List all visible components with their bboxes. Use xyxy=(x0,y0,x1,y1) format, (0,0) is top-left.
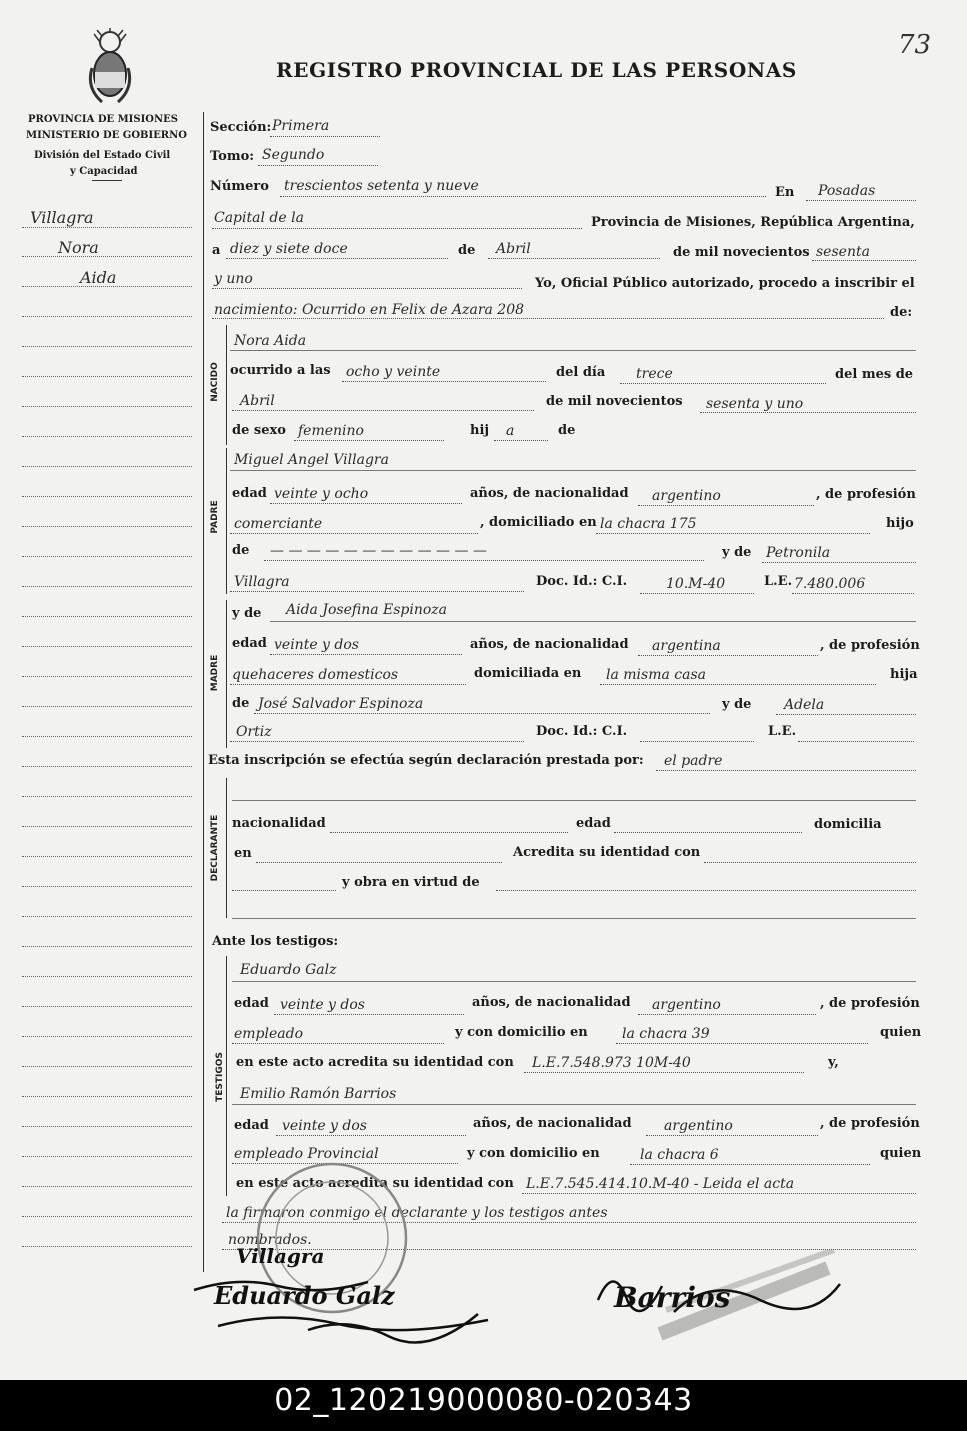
t1-nac-label: años, de nacionalidad xyxy=(472,995,631,1010)
declarante-side-label: DECLARANTE xyxy=(210,814,220,882)
madre-nombre-line xyxy=(270,621,916,622)
t1-dom-label: y con domicilio en xyxy=(455,1025,588,1040)
numero-value: trescientos setenta y nueve xyxy=(284,178,479,194)
folio-number: 73 xyxy=(898,30,932,60)
signature-villagra: Villagra xyxy=(236,1244,325,1268)
margin-name-2: Aida xyxy=(80,268,117,287)
padre-bracket xyxy=(226,448,227,594)
padre-nombre-line xyxy=(230,470,916,471)
madre-profesion: quehaceres domesticos xyxy=(232,667,399,683)
declarante-bracket xyxy=(226,778,227,918)
madre-madre-line xyxy=(776,714,916,715)
testigos-side-label: TESTIGOS xyxy=(215,1052,225,1102)
capital-line xyxy=(212,228,582,229)
ocurrido-label: ocurrido a las xyxy=(230,363,331,378)
madre-edad: veinte y dos xyxy=(274,637,359,653)
mes-line xyxy=(488,258,660,259)
t2-nac-line xyxy=(646,1135,818,1136)
testigo1-profesion: empleado xyxy=(234,1026,304,1042)
madre-dom-line xyxy=(600,684,876,685)
padre-madre-apellido: Villagra xyxy=(234,574,290,590)
madre-bracket xyxy=(226,600,227,748)
page-title: REGISTRO PROVINCIAL DE LAS PERSONAS xyxy=(276,58,797,82)
en-label: En xyxy=(775,185,795,200)
madre-doc-label: Doc. Id.: C.I. xyxy=(536,724,628,739)
nacido-bracket xyxy=(226,325,227,445)
anio-nac-value: sesenta y uno xyxy=(706,396,804,412)
testigo1-nombre: Eduardo Galz xyxy=(240,962,337,978)
testigo1-domicilio: la chacra 39 xyxy=(622,1026,710,1042)
nombre-line xyxy=(230,350,916,351)
padre-edad-line xyxy=(270,503,462,504)
de-mil-novecientos-label: de mil novecientos xyxy=(546,394,683,409)
madre-yde2-label: y de xyxy=(722,697,752,712)
padre-nombre: Miguel Angel Villagra xyxy=(234,452,389,468)
padre-edad-label: edad xyxy=(232,486,267,501)
madre-dom-label: domiciliada en xyxy=(474,666,582,681)
madre-le-line xyxy=(798,741,914,742)
testigo2-domicilio: la chacra 6 xyxy=(640,1147,719,1163)
t2-edad-line xyxy=(276,1135,466,1136)
coat-of-arms-icon xyxy=(84,28,136,108)
decl-acredita-line xyxy=(704,862,916,863)
padre-dom-label: , domiciliado en xyxy=(480,515,597,530)
padre-edad: veinte y ocho xyxy=(274,486,369,502)
t1-nac-line xyxy=(638,1014,816,1015)
margin-surname: Villagra xyxy=(30,208,94,227)
padre-yde-label: y de xyxy=(722,545,752,560)
tomo-label: Tomo: xyxy=(210,149,255,164)
padre-padre-line xyxy=(264,560,704,561)
decl-domicilia-label: domicilia xyxy=(814,817,882,832)
hijo-label: hijo xyxy=(886,516,914,531)
t1-dom-line xyxy=(616,1043,868,1044)
inscripcion-value: el padre xyxy=(664,753,723,769)
provincia-label: Provincia de Misiones, República Argentina, xyxy=(591,215,915,230)
testigo1-edad: veinte y dos xyxy=(280,997,365,1013)
padre-side-label: PADRE xyxy=(210,500,220,534)
padre-profesion: comerciante xyxy=(234,516,323,532)
margin-name-1: Nora xyxy=(58,238,99,257)
hora-value: ocho y veinte xyxy=(346,364,441,380)
sexo-line xyxy=(294,440,444,441)
signature-flourish-icon xyxy=(590,1256,850,1336)
madre-nac-line xyxy=(638,655,818,656)
testigo2-edad: veinte y dos xyxy=(282,1118,367,1134)
testigos-bracket xyxy=(226,956,227,1196)
testigo1-nacionalidad: argentino xyxy=(652,997,721,1013)
nacimiento-value: nacimiento: Ocurrido en Felix de Azara 208 xyxy=(214,302,525,318)
numero-label: Número xyxy=(210,179,269,194)
padre-padre: — — — — — — — — — — — — xyxy=(270,543,487,559)
t2-dom-line xyxy=(630,1164,870,1165)
t1-edad-label: edad xyxy=(234,996,269,1011)
padre-prof-label: , de profesión xyxy=(816,487,916,502)
madre-nacionalidad: argentina xyxy=(652,638,721,654)
padre-nac-line xyxy=(638,505,814,506)
org-division: División del Estado Civil xyxy=(34,150,171,161)
yo-label: Yo, Oficial Público autorizado, procedo a inscribir el xyxy=(535,276,915,291)
madre-nac-label: años, de nacionalidad xyxy=(470,637,629,652)
testigo2-nombre: Emilio Ramón Barrios xyxy=(240,1086,397,1102)
sexo-value: femenino xyxy=(298,423,364,439)
madre-prof-label: , de profesión xyxy=(820,638,920,653)
ciudad-value: Posadas xyxy=(818,183,876,199)
madre-prof-line xyxy=(230,684,466,685)
padre-le-label: L.E. xyxy=(764,574,793,589)
hija-label: hija xyxy=(890,667,918,682)
decl-bottom-line xyxy=(232,918,916,919)
t2-doc-line xyxy=(522,1193,916,1194)
testigo2-nombre-line xyxy=(232,1104,916,1105)
anio-value-1: sesenta xyxy=(816,244,870,260)
nacido-side-label: NACIDO xyxy=(210,362,220,402)
acta-line-2: la firmaron conmigo el declarante y los testigos antes xyxy=(226,1205,608,1221)
inscripcion-line xyxy=(656,770,916,771)
madre-le-label: L.E. xyxy=(768,724,797,739)
padre-madre: Petronila xyxy=(766,545,831,561)
t2-nac-label: años, de nacionalidad xyxy=(473,1116,632,1131)
madre-madre-apellido: Ortiz xyxy=(236,724,272,740)
seccion-line xyxy=(270,136,380,137)
madre-madre-ap-line xyxy=(230,741,524,742)
numero-line xyxy=(280,196,766,197)
nacimiento-line xyxy=(212,318,884,319)
declarante-nombre-line xyxy=(232,800,916,801)
seccion-label: Sección: xyxy=(210,120,272,135)
dia-line xyxy=(226,258,448,259)
signature-scribble-icon xyxy=(188,1270,518,1350)
de-nacido-label: de xyxy=(558,423,576,438)
main-column-border xyxy=(203,112,204,1272)
org-capacity: y Capacidad xyxy=(70,166,138,177)
decl-obra-label: y obra en virtud de xyxy=(342,875,480,890)
ante-label: Ante los testigos: xyxy=(212,934,339,949)
seccion-value: Primera xyxy=(272,118,330,134)
tomo-value: Segundo xyxy=(262,147,325,163)
decl-edad-line xyxy=(614,832,802,833)
decl-acredita-label: Acredita su identidad con xyxy=(513,845,701,860)
del-mes-label: del mes de xyxy=(835,367,914,382)
madre-edad-label: edad xyxy=(232,636,267,651)
madre-madre: Adela xyxy=(784,697,825,713)
hij-label: hij xyxy=(470,423,490,438)
testigo1-nombre-line xyxy=(232,981,916,982)
decl-nac-line xyxy=(330,832,568,833)
madre-padre: José Salvador Espinoza xyxy=(258,696,424,712)
t2-dom-label: y con domicilio en xyxy=(467,1146,600,1161)
padre-domicilio: la chacra 175 xyxy=(600,516,697,532)
decl-nac-label: nacionalidad xyxy=(232,816,326,831)
hora-line xyxy=(342,381,546,382)
madre-edad-line xyxy=(270,654,462,655)
t1-quien-label: quien xyxy=(880,1025,922,1040)
testigo2-profesion: empleado Provincial xyxy=(234,1146,379,1162)
acta-line-3: nombrados. xyxy=(228,1232,312,1248)
padre-ci: 10.M-40 xyxy=(666,576,726,592)
org-province: PROVINCIA DE MISIONES xyxy=(28,114,178,125)
decl-obra-pre-line xyxy=(232,890,336,891)
madre-side-label: MADRE xyxy=(210,654,220,692)
hij-suffix: a xyxy=(506,423,515,439)
document-id: 02_120219000080-020343 xyxy=(274,1383,693,1418)
ciudad-line xyxy=(806,200,916,201)
padre-madre-ap-line xyxy=(230,591,524,592)
padre-dom-line xyxy=(596,533,870,534)
t1-prof-line xyxy=(232,1043,444,1044)
anio-nac-line xyxy=(700,412,916,413)
madre-yde-label: y de xyxy=(232,606,262,621)
mes-nac-value: Abril xyxy=(240,393,275,409)
madre-padre-line xyxy=(254,713,710,714)
capital-value: Capital de la xyxy=(214,210,304,226)
hij-line xyxy=(494,440,548,441)
decl-obra-line xyxy=(496,890,916,891)
del-dia-label: del día xyxy=(556,365,606,380)
anio-line-1 xyxy=(812,260,916,261)
org-ministry: MINISTERIO DE GOBIERNO xyxy=(26,130,187,141)
signature-galz: Eduardo Galz xyxy=(214,1281,395,1310)
padre-le: 7.480.006 xyxy=(794,576,866,592)
org-underline xyxy=(92,180,122,181)
footer-bar xyxy=(0,1380,967,1431)
padre-nac-label: años, de nacionalidad xyxy=(470,486,629,501)
de-colon-label: de: xyxy=(890,305,913,320)
t1-doc-line xyxy=(524,1072,804,1073)
t2-edad-label: edad xyxy=(234,1118,269,1133)
de-mil-label: de mil novecientos xyxy=(673,245,810,260)
t1-edad-line xyxy=(274,1014,464,1015)
t2-prof-label: , de profesión xyxy=(820,1116,920,1131)
inscripcion-label: Esta inscripción se efectúa según declaración prestada por: xyxy=(208,753,644,768)
padre-madre-line xyxy=(762,562,916,563)
t2-acredita-label: en este acto acredita su identidad con xyxy=(236,1176,514,1191)
padre-ci-line xyxy=(640,593,754,594)
de-label: de xyxy=(458,243,476,258)
anio-line-2 xyxy=(212,288,522,289)
testigo2-nacionalidad: argentino xyxy=(664,1118,733,1134)
mes-value: Abril xyxy=(496,241,531,257)
signature-barrios: Barrios xyxy=(614,1281,731,1314)
mes-nac-line xyxy=(232,410,534,411)
madre-nombre: Aida Josefina Espinoza xyxy=(286,602,448,618)
padre-le-line xyxy=(792,593,914,594)
madre-de-label: de xyxy=(232,696,250,711)
padre-de-label: de xyxy=(232,543,250,558)
anio-value-2: y uno xyxy=(214,271,253,287)
madre-ci-line xyxy=(640,741,754,742)
decl-en-label: en xyxy=(234,846,252,861)
dia-nac-line xyxy=(620,383,826,384)
t1-acredita-label: en este acto acredita su identidad con xyxy=(236,1055,514,1070)
t2-quien-label: quien xyxy=(880,1146,922,1161)
dia-value: diez y siete doce xyxy=(230,241,348,257)
nombre-value: Nora Aida xyxy=(234,333,307,349)
padre-doc-label: Doc. Id.: C.I. xyxy=(536,574,628,589)
madre-domicilio: la misma casa xyxy=(606,667,707,683)
padre-nacionalidad: argentino xyxy=(652,488,721,504)
a-label: a xyxy=(212,243,221,258)
sexo-label: de sexo xyxy=(232,423,286,438)
tomo-line xyxy=(258,165,378,166)
t1-y-label: y, xyxy=(828,1055,839,1070)
testigo2-doc: L.E.7.545.414.10.M-40 - Leida el acta xyxy=(526,1176,795,1192)
decl-edad-label: edad xyxy=(576,816,611,831)
testigo1-doc: L.E.7.548.973 10M-40 xyxy=(532,1055,691,1071)
decl-en-line xyxy=(256,862,502,863)
dia-nac-value: trece xyxy=(636,366,673,382)
t1-prof-label: , de profesión xyxy=(820,996,920,1011)
padre-prof-line xyxy=(230,533,478,534)
